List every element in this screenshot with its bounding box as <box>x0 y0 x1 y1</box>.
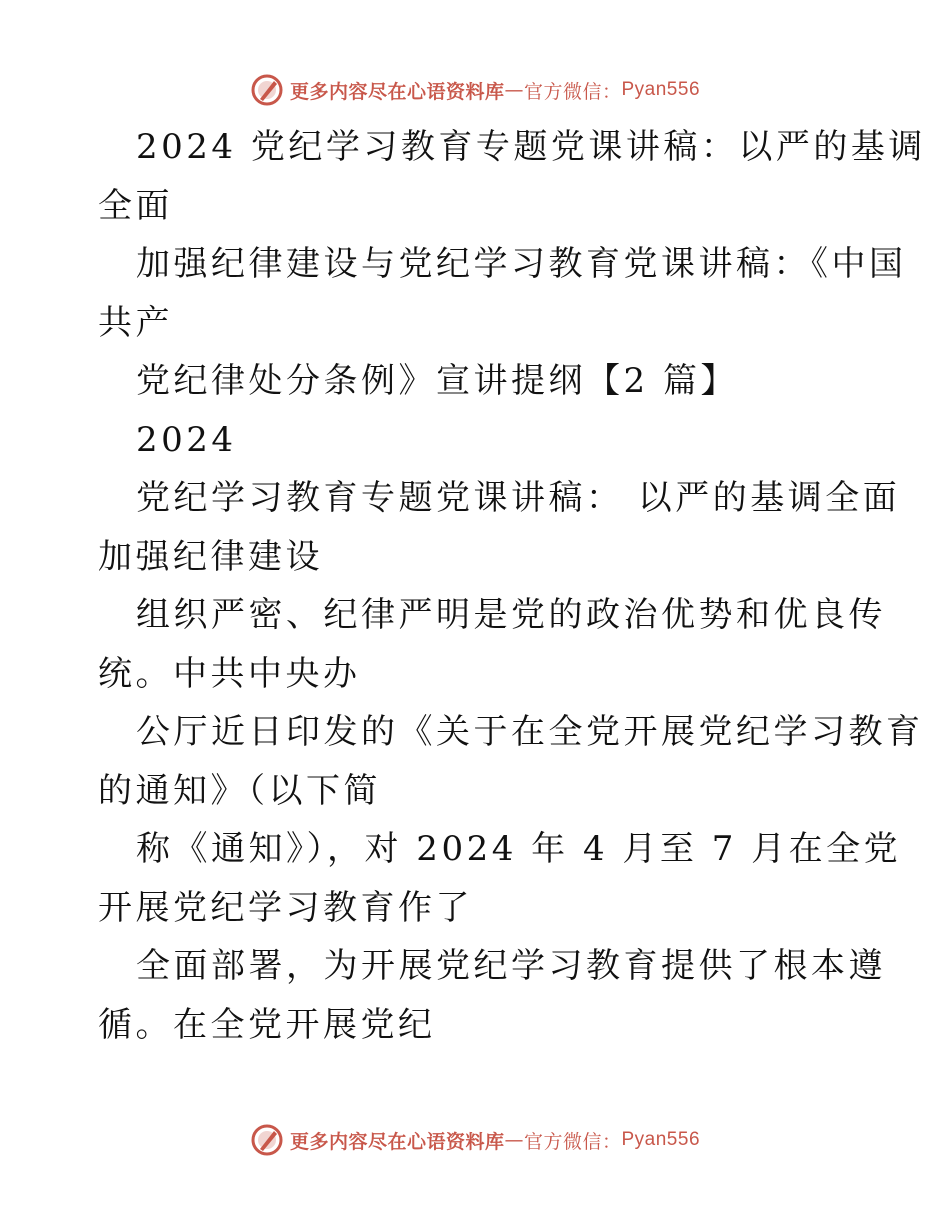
watermark-site-text: 更多内容尽在心语资料库 <box>289 80 505 103</box>
footer-watermark <box>0 1120 950 1160</box>
text-line: 循。在全党开展党纪 <box>98 1004 436 1045</box>
watermark-dash: — <box>504 1129 524 1151</box>
document-body <box>98 118 926 1054</box>
text-line: 全面 <box>98 185 173 226</box>
text-line: 开展党纪学习教育作了 <box>98 887 473 928</box>
text-line: 加强纪律建设 <box>98 536 323 577</box>
watermark-site-text: 更多内容尽在心语资料库 <box>289 1130 505 1153</box>
watermark-dash: — <box>504 79 524 101</box>
watermark-account: Pyan556 <box>621 1129 701 1150</box>
text-line: 2024 <box>136 419 237 460</box>
text-line: 共产 <box>98 302 173 343</box>
text-line: 党纪律处分条例》宣讲提纲【2 篇】 <box>136 361 738 401</box>
text-line: 全面部署，为开展党纪学习教育提供了根本遵 <box>136 946 886 986</box>
watermark-account: Pyan556 <box>621 79 701 100</box>
pen-seal-icon <box>250 73 284 107</box>
text-line: 2024 党纪学习教育专题党课讲稿：以严的基调 <box>136 127 926 167</box>
text-line: 称《通知》），对 2024 年 4 月至 7 月在全党 <box>136 829 902 869</box>
header-watermark <box>0 70 950 110</box>
text-line: 的通知》（以下简 <box>98 770 381 811</box>
text-line: 公厅近日印发的《关于在全党开展党纪学习教育 <box>136 712 924 752</box>
pen-seal-icon <box>250 1123 284 1157</box>
watermark-wechat-label: 官方微信： <box>523 80 622 103</box>
watermark-wechat-label: 官方微信： <box>523 1130 622 1153</box>
text-line: 党纪学习教育专题党课讲稿： 以严的基调全面 <box>136 478 901 518</box>
text-line: 加强纪律建设与党纪学习教育党课讲稿：《中国 <box>136 244 907 284</box>
text-line: 统。中共中央办 <box>98 653 361 694</box>
text-line: 组织严密、纪律严明是党的政治优势和优良传 <box>136 595 886 635</box>
